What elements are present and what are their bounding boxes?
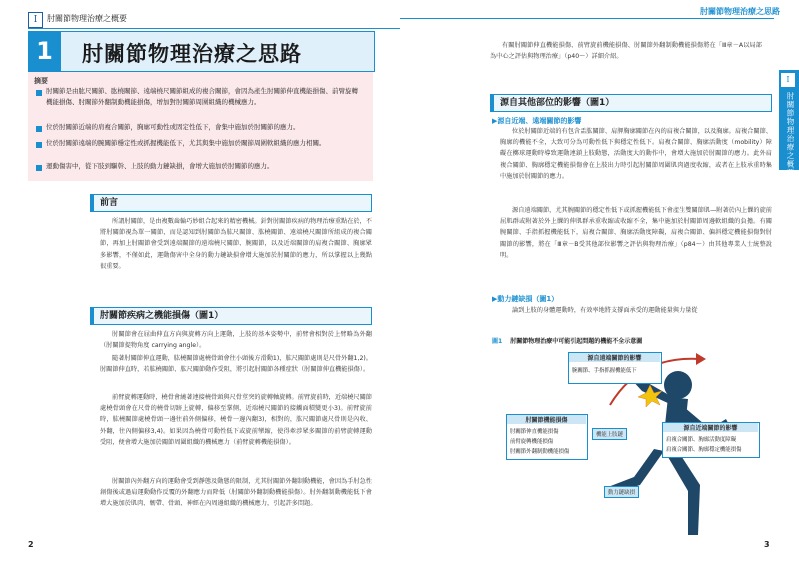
power-chain-label: 動力鏈缺損 xyxy=(604,486,639,498)
distal-box-item: 肩複合關節、胸廓活動度障礙 xyxy=(666,437,737,443)
preface-title: 前言 xyxy=(100,198,119,208)
motion-arrowhead xyxy=(696,353,706,365)
preface-text: 所謂肘關節，是由複數齒輪巧妙組合起來的精密機械。針對肘關節疾病的物理治療重點在於，不將肘關節視為單一關節，而是認知到肘關節為肱尺關節、肱橈關節、遠端橈尺關節所組成的複合關節，再加上肘關節會受到遠端關節的遠端橈尺關節、腕關節，以及近端關節的肩複合關節、胸廓眾多影響，不僅如此，運動傷害中全身的動力鏈缺損會增大施加於肘關節的應力，所以掌握以上幾點很重要。 xyxy=(100,218,372,270)
figure-caption-text: 肘關節物理治療中可能引起問題的機能不全示意圖 xyxy=(510,338,643,345)
paragraph: 論到上肢的身體運動時，有效率地將支撐面承受的運動能量與力量從 xyxy=(512,307,698,314)
figure-label: 圖1 xyxy=(492,338,503,345)
header-rule xyxy=(400,18,774,19)
side-tab-marker: I xyxy=(781,73,795,87)
page-number: 2 xyxy=(28,540,34,549)
paragraph: 前臂旋轉運動時，橈骨會繞著連接橈骨頭與尺骨莖突的旋轉軸旋轉。前臂旋前時，近端橈尺關節處橈骨頭會在尺骨的橈骨切跡上旋轉，偏移至掌側，近端橈尺關節的接觸面積變更小3)。前臂旋前時，肱橈關節處橈骨頭一邊往前外側偏移，橈骨一邊內翻3)，相對的，肱尺關節處尺骨則是內收、外翻，往內側偏移3,4)。如果因為橈骨可動性低下或旋前攣縮，使得牽涉眾多關節的前臂旋轉運動受阻，便會增大施加於關節周圍組織的機械應力（前臂旋轉機能損傷）。 xyxy=(100,394,372,446)
section-title: 肘關節疾病之機能損傷（圖1） xyxy=(100,311,224,321)
summary-bullet xyxy=(36,90,42,96)
subsection-title: ▶源自近端、遠端關節的影響 xyxy=(492,117,582,125)
summary-item: 肘關節是由肱尺關節、肱橈關節、遠端橈尺關節組成的複合關節，會因為產生肘關節伸直機能損傷、前臂旋轉機能損傷、肘關節外翻制動機能損傷，增加對肘關節周圍組織的機械應力。 xyxy=(46,87,358,106)
running-header: 肘關節物理治療之思路 xyxy=(700,7,780,16)
paragraph: 源自遠端關節，尤其腕關節的穩定性低下或抓握機能低下會產生雙關節肌—附著於內上髁的旋前屈肌群或附著於外上髁的伸肌群承重收縮或收縮不全，集中施加於肘關節周邊軟組織的負擔。有關腕關節、手指抓握機能低下，肩複合關節、胸廓活動度障礙，肩複合關節、偏斜穩定機能損傷對肘關節的影響，將在「Ⅲ章－B受其他部位影響之評估與物理治療」（p84～）由其他專業人士統整說明。 xyxy=(500,207,772,259)
side-tab-label: 肘關節物理治療之概要 xyxy=(786,92,795,177)
elbow-box-item: 肘關節外翻制動機能損傷 xyxy=(510,449,570,455)
subsection-title-text: 動力鏈缺損（圖1） xyxy=(497,295,559,303)
preface-heading-bar xyxy=(90,195,94,211)
upper-chain-label: 機能上肢鏈 xyxy=(592,428,627,440)
paragraph: 肘關節會在屈曲伸直方向與旋轉方向上運動，上肢的基本姿勢中，前臂會相對於上臂略為外翻（肘關節提物角度 carrying angle）。 xyxy=(100,331,372,350)
right-page xyxy=(400,0,799,564)
elbow-box-item: 肘關節伸直機能損傷 xyxy=(510,429,559,435)
summary-heading: 摘要 xyxy=(34,77,48,85)
front-leg-shape xyxy=(668,451,700,535)
chapter-marker: I xyxy=(28,12,43,28)
elbow-box-item: 前臂旋轉機能損傷 xyxy=(510,439,554,445)
intro-paragraph: 有關肘關節伸直機能損傷、前臂旋前機能損傷、肘關節外翻制動機能損傷將在「Ⅲ章－A以局部為中心之評估與物理治療」（p40～）詳細介紹。 xyxy=(490,42,762,61)
proximal-box-item: 腕關節、手指抓握機能低下 xyxy=(572,368,637,374)
figure-caption xyxy=(492,336,642,345)
subsection-title-text: 源自近端、遠端關節的影響 xyxy=(497,117,582,125)
summary-item: 運動傷害中，從下肢到驅幹、上肢的動力鏈缺損，會增大施加於肘關節的應力。 xyxy=(46,162,274,170)
elbow-box-title: 肘關節機能損傷 xyxy=(507,415,586,424)
paragraph: 位於肘關節近端的有包含盂肱關節、肩胛胸廓關節在內的肩複合關節，以及胸廓。肩複合關節、胸廓的機能不全，大致可分為可動性低下與穩定性低下。肩複合關節、胸廓活動度（mobility）障礙在擲球運動時導致運動連鎖上肢動態，活動度大的動作中，會增大施加於肘關節的應力。此外肩複合關節、胸廓穩定機能損傷會在上肢出力時引起肘關節周圍肌肉過度收縮，或者在上肢承重時集中施加於肘關節的應力。 xyxy=(500,128,772,180)
section-heading-bar xyxy=(90,308,94,324)
page-number: 3 xyxy=(764,540,770,549)
summary-bullet xyxy=(36,165,42,171)
section-title: 源自其他部位的影響（圖1） xyxy=(500,98,615,108)
summary-item: 位於肘關節遠端的腕關節穩定性或抓握機能低下，尤其與集中施加於關節周圍軟組織的應力相關。 xyxy=(46,139,326,147)
section-heading-bar xyxy=(490,95,494,111)
page-title: 肘關節物理治療之思路 xyxy=(82,41,302,66)
distal-box-title: 源自近端關節的影響 xyxy=(663,423,758,432)
summary-bullet xyxy=(36,142,42,148)
title-number: 1 xyxy=(28,31,61,72)
subsection-title: ▶動力鏈缺損（圖1） xyxy=(492,295,559,303)
paragraph: 隨著肘關節伸直運動，肱橈關節處橈骨頭會往小頭後方滑動1)，肱尺關節處則是尺骨外翻1,2)。肘關節伸直時，若肱橈關節、肱尺關節動作受阻，將引起肘關節各種症狀（肘關節伸直機能損傷）。 xyxy=(100,355,372,374)
proximal-box-title: 源自遠端關節的影響 xyxy=(569,353,660,362)
distal-box-item: 肩複合關節、胸廓穩定機能損傷 xyxy=(666,447,742,453)
header-rule xyxy=(28,28,400,29)
summary-bullet xyxy=(36,126,42,132)
summary-item: 位於肘關節近端的肩複合關節，胸廓可動性或固定性低下，會集中施加於肘關節的應力。 xyxy=(46,123,300,131)
paragraph: 肘關節內外翻方向的運動會受到靜態及動態的限制，尤其肘關節外翻制動機能，會因為手肘急性創傷後或過肩運動動作反覆的外翻應力而降低（肘關節外翻制動機能損傷）。肘外翻制動機能低下會增大施加於肌肉、韌帶、骨頭、神經在內周邊組織的機械應力，引起許多問題。 xyxy=(100,478,372,508)
chapter-label: 肘關節物理治療之概要 xyxy=(47,14,127,23)
preface-heading-box xyxy=(90,194,372,212)
